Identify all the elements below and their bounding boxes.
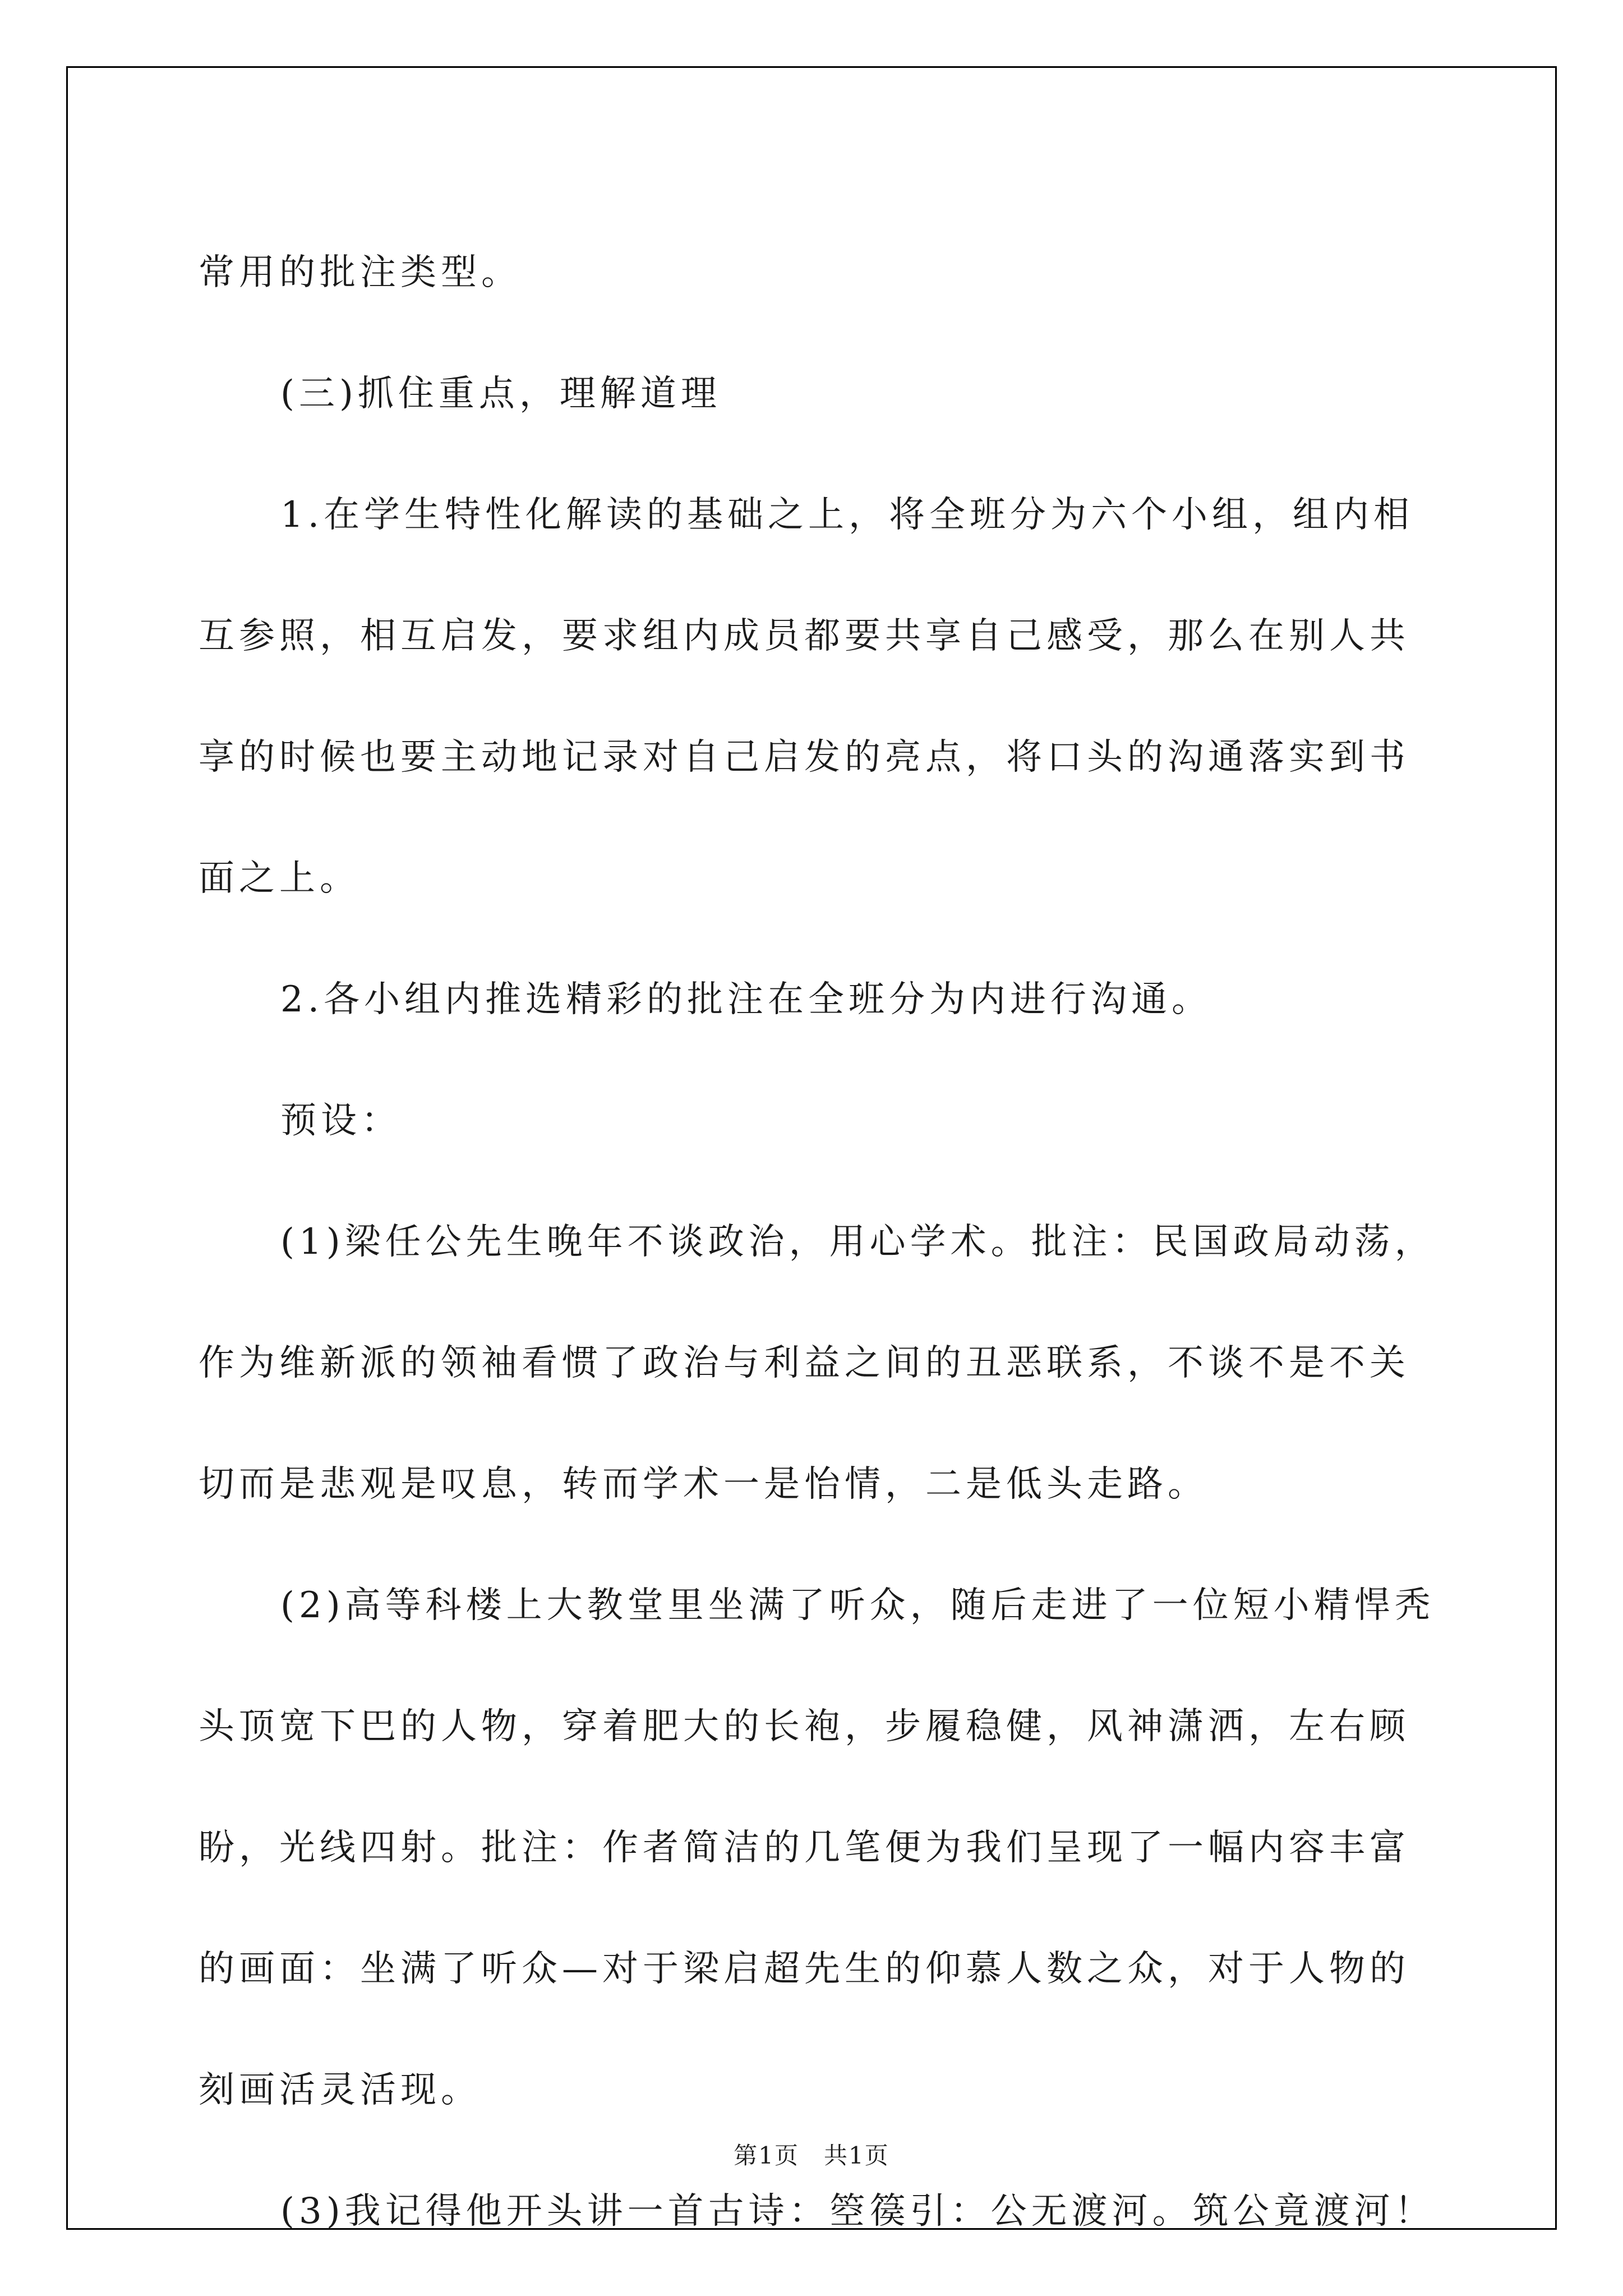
text-line: 常用的批注类型。: [199, 252, 522, 293]
text-line: 1.在学生特性化解读的基础之上，将全班分为六个小组，组内相: [280, 494, 1414, 536]
text-line: 2.各小组内推选精彩的批注在全班分为内进行沟通。: [280, 979, 1212, 1020]
page-footer: 第1页 共1页: [734, 2142, 889, 2169]
text-line: 刻画活灵活现。: [199, 2069, 481, 2111]
text-line: 头顶宽下巴的人物，穿着肥大的长袍，步履稳健，风神潇洒，左右顾: [199, 1706, 1410, 1747]
paragraph-preset-1: [199, 1181, 1435, 1545]
text-line: (1)梁任公先生晚年不谈政治，用心学术。批注：民国政局动荡，: [280, 1221, 1435, 1263]
paragraph-item-2: [199, 939, 1427, 1060]
paragraph-preset-2: [199, 1545, 1435, 2151]
text-line: 盼，光线四射。批注：作者简洁的几笔便为我们呈现了一幅内容丰富: [199, 1827, 1410, 1869]
paragraph-preset: [199, 1060, 1427, 1181]
text-line: (3)我记得他开头讲一首古诗：箜篌引：公无渡河。筑公竟渡河！: [280, 2191, 1435, 2232]
text-line: 作为维新派的领袖看惯了政治与利益之间的丑恶联系，不谈不是不关: [199, 1342, 1410, 1384]
paragraph-1: [199, 212, 1427, 333]
text-line: (2)高等科楼上大教堂里坐满了听众，随后走进了一位短小精悍秃: [280, 1585, 1435, 1626]
text-line: 享的时候也要主动地记录对自己启发的亮点，将口头的沟通落实到书: [199, 737, 1410, 778]
text-line: (三)抓住重点，理解道理: [280, 373, 721, 415]
document-body: [199, 212, 1435, 2272]
text-line: 预设：: [280, 1100, 402, 1142]
text-line: 切而是悲观是叹息，转而学术一是怡情，二是低头走路。: [199, 1464, 1208, 1505]
paragraph-item-1: [199, 454, 1427, 939]
section-heading: [199, 333, 1427, 454]
text-line: 的画面：坐满了听众—对于梁启超先生的仰慕人数之众，对于人物的: [199, 1948, 1410, 1990]
text-line: 面之上。: [199, 858, 360, 899]
text-line: 互参照，相互启发，要求组内成员都要共享自己感受，那么在别人共: [199, 615, 1410, 657]
